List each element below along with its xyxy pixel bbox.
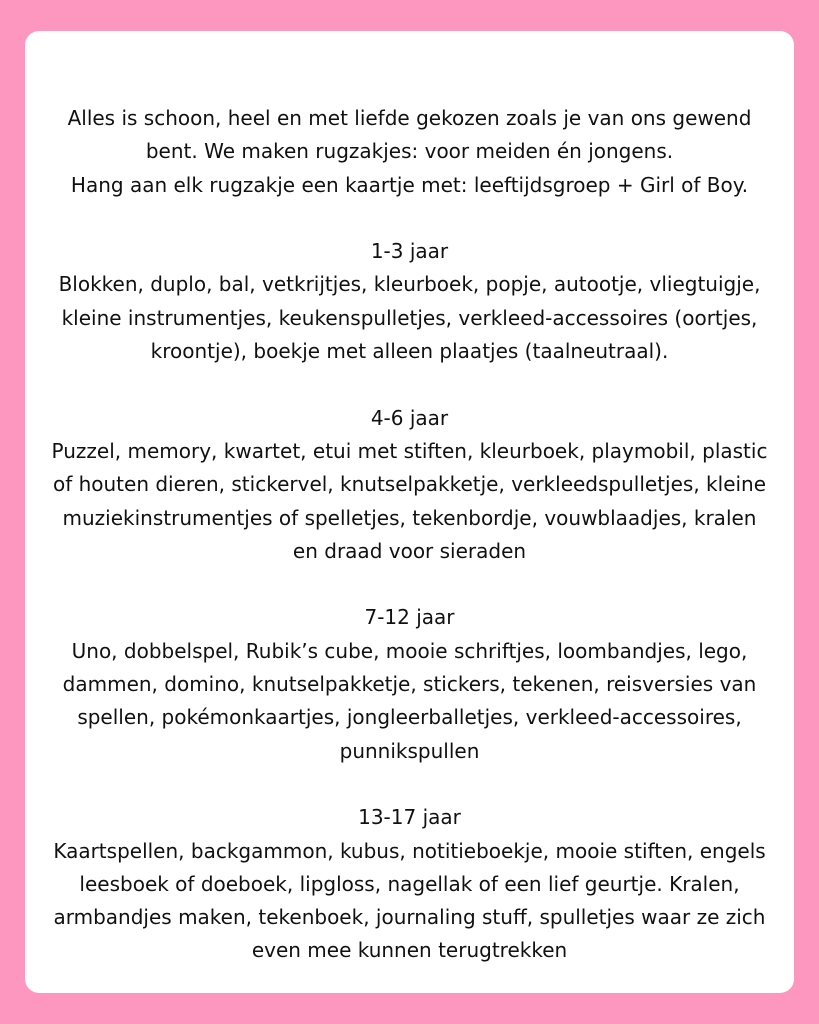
intro-line: bent. We maken rugzakjes: voor meiden én jongens. bbox=[145, 139, 674, 164]
section-line: Uno, dobbelspel, Rubik’s cube, mooie schriftjes, loombandjes, lego, bbox=[71, 638, 748, 663]
section-1-3-jaar bbox=[25, 235, 794, 368]
section-line: spellen, pokémonkaartjes, jongleerballetjes, verkleed-accessoires, bbox=[77, 705, 742, 730]
text-content bbox=[25, 102, 794, 968]
section-line: armbandjes maken, tekenboek, journaling stuff, spulletjes waar ze zich bbox=[53, 905, 766, 930]
spacer bbox=[25, 768, 794, 801]
section-line: dammen, domino, knutselpakketje, stickers, tekenen, reisversies van bbox=[62, 672, 757, 697]
section-line: Puzzel, memory, kwartet, etui met stiften, kleurboek, playmobil, plastic bbox=[51, 438, 768, 463]
section-line: punnikspullen bbox=[339, 738, 480, 763]
section-4-6-jaar bbox=[25, 402, 794, 568]
section-13-17-jaar bbox=[25, 801, 794, 967]
spacer bbox=[25, 568, 794, 601]
section-line: kroontje), boekje met alleen plaatjes (taalneutraal). bbox=[150, 339, 669, 364]
intro-paragraph bbox=[25, 102, 794, 202]
section-line: Kaartspellen, backgammon, kubus, notitieboekje, mooie stiften, engels bbox=[53, 838, 766, 863]
intro-line: Hang aan elk rugzakje een kaartje met: leeftijdsgroep + Girl of Boy. bbox=[70, 172, 749, 197]
section-line: en draad voor sieraden bbox=[292, 538, 527, 563]
spacer bbox=[25, 202, 794, 235]
section-7-12-jaar bbox=[25, 601, 794, 767]
section-line: muziekinstrumentjes of spelletjes, tekenbordje, vouwblaadjes, kralen bbox=[62, 505, 757, 530]
section-heading: 4-6 jaar bbox=[370, 405, 449, 430]
section-heading: 1-3 jaar bbox=[370, 239, 449, 264]
content-card bbox=[25, 31, 794, 993]
section-heading: 7-12 jaar bbox=[364, 605, 455, 630]
section-line: even mee kunnen terugtrekken bbox=[251, 938, 568, 963]
section-heading: 13-17 jaar bbox=[358, 805, 461, 830]
section-line: Blokken, duplo, bal, vetkrijtjes, kleurboek, popje, autootje, vliegtuigje, bbox=[58, 272, 761, 297]
intro-line: Alles is schoon, heel en met liefde gekozen zoals je van ons gewend bbox=[67, 106, 752, 130]
spacer bbox=[25, 368, 794, 401]
section-line: leesboek of doeboek, lipgloss, nagellak of een lief geurtje. Kralen, bbox=[79, 871, 740, 896]
section-line: kleine instrumentjes, keukenspulletjes, verkleed-accessoires (oortjes, bbox=[61, 305, 758, 330]
section-line: of houten dieren, stickervel, knutselpakketje, verkleedspulletjes, kleine bbox=[52, 472, 767, 497]
